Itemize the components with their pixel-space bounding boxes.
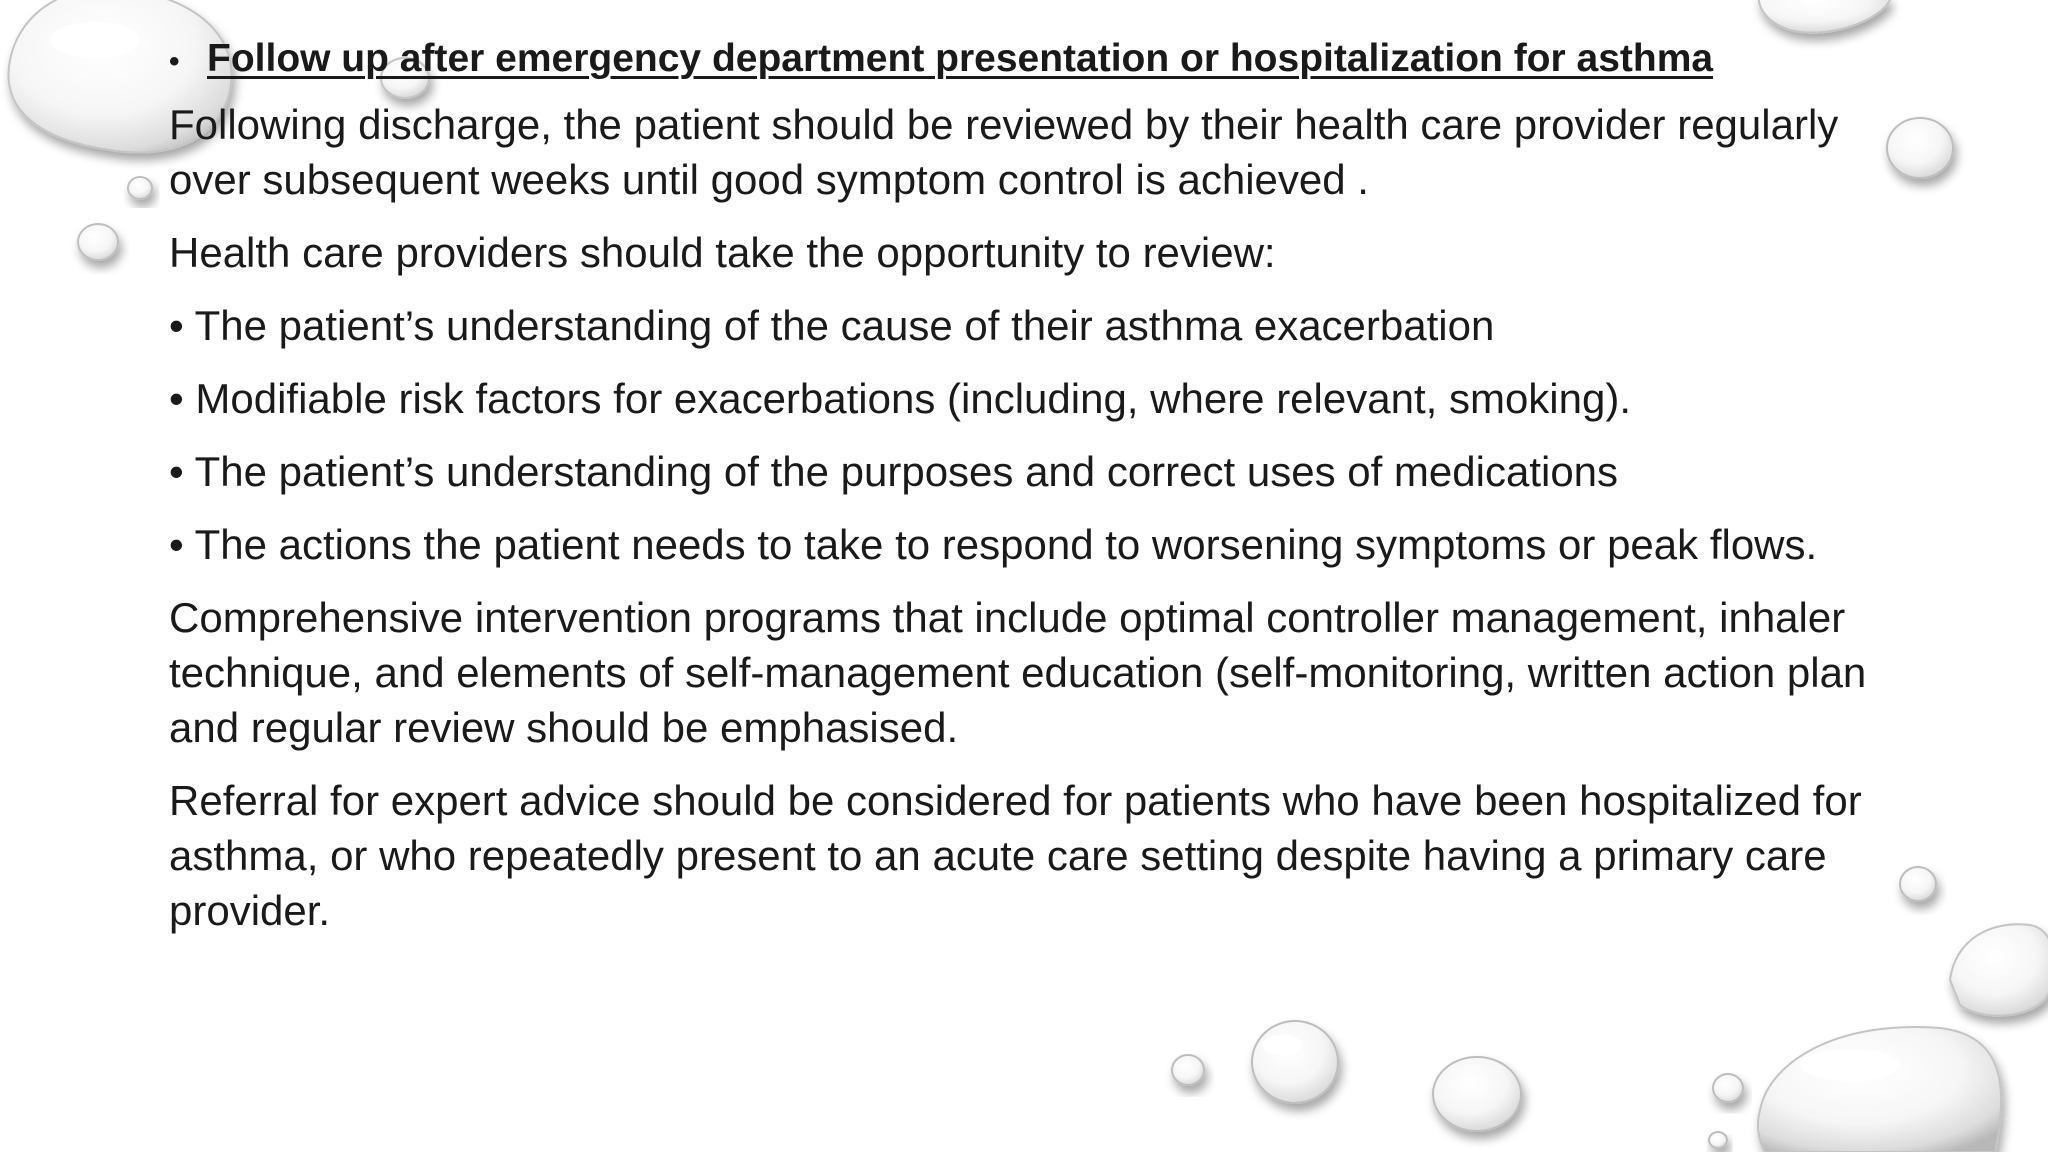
heading-text: Follow up after emergency department presentation or hospitalization for asthma [207, 37, 1714, 80]
paragraph-intervention-programs: Comprehensive intervention programs that include optimal controller management, inhaler technique, and elements of self-management education (self-monitoring, written action plan and regular review should be emphasised. [169, 594, 1867, 751]
drop-left-small-1 [78, 224, 118, 260]
drop-top-right [1759, 0, 1890, 33]
drop-bottom-small [1713, 1074, 1743, 1102]
paragraph-discharge-review: Following discharge, the patient should be reviewed by their health care provider regularly over subsequent weeks until good symptom control is achieved . [169, 101, 1839, 203]
slide-content [169, 30, 1909, 956]
drop-bottom-medium-2 [1433, 1057, 1521, 1131]
list-item-cause-understanding: • The patient’s understanding of the cause of their asthma exacerbation [169, 302, 1495, 349]
drop-bottom-tiny [1172, 1055, 1204, 1085]
drop-left-small-2 [128, 177, 152, 199]
slide-heading [169, 30, 1909, 91]
paragraph-referral: Referral for expert advice should be considered for patients who have been hospitalized for asthma, or who repeatedly present to an acute care setting despite having a primary care provider. [169, 777, 1862, 934]
list-item-medication-understanding: • The patient’s understanding of the purposes and correct uses of medications [169, 448, 1619, 495]
drop-bottom-right-large [1758, 1027, 2001, 1152]
drop-bottom-medium-1 [1252, 1021, 1338, 1103]
bullet-icon: • [169, 45, 180, 78]
list-item-worsening-actions: • The actions the patient needs to take to respond to worsening symptoms or peak flows. [169, 521, 1818, 568]
list-item-risk-factors: • Modifiable risk factors for exacerbations (including, where relevant, smoking). [169, 375, 1632, 422]
paragraph-review-intro: Health care providers should take the opportunity to review: [169, 229, 1276, 276]
drop-right-edge [1950, 924, 2048, 1015]
drop-bottom-tiny-2 [1709, 1132, 1727, 1148]
